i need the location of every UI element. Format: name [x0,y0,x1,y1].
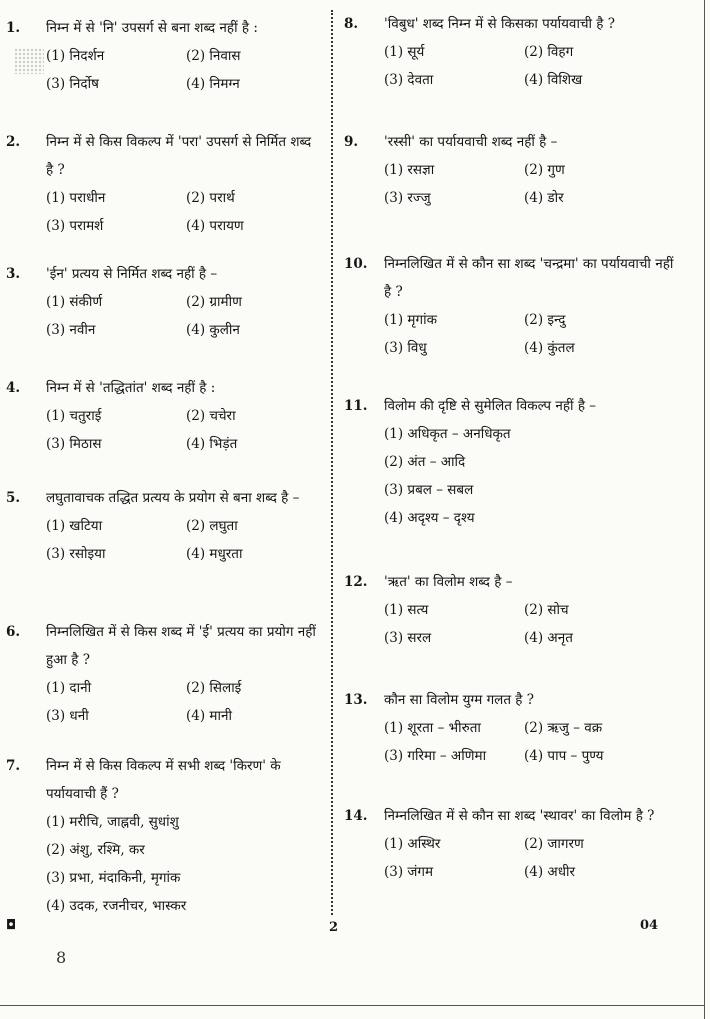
option-2: (2) सोच [524,602,569,618]
question-number: 2. [6,134,21,150]
option-3: (3) रसोइया [46,546,106,562]
option-2: (2) इन्दु [524,312,566,328]
option-3: (3) निर्दोष [46,76,99,92]
option-4: (4) अधीर [524,864,576,880]
option-4: (4) भिड़ंत [186,436,238,452]
option-1: (1) दानी [46,680,92,696]
question-text: कौन सा विलोम युग्म गलत है ? [384,692,535,708]
question-text: निम्नलिखित में से कौन सा शब्द 'चन्द्रमा' का पर्यायवाची नहीं है ? [384,256,674,300]
option-1: (1) पराधीन [46,190,106,206]
question-6 [6,618,321,730]
page-edge-bottom [0,1005,704,1006]
question-number: 3. [6,266,21,282]
option-2: (2) निवास [186,48,241,64]
option-4: (4) कुंतल [524,340,575,356]
option-2: (2) सिलाई [186,680,242,696]
question-9 [344,128,674,212]
option-1: (1) निदर्शन [46,48,105,64]
question-text: निम्नलिखित में से किस शब्द में 'ई' प्रत्यय का प्रयोग नहीं हुआ है ? [46,624,316,668]
option-2: (2) ऋजु – वक्र [524,720,603,736]
question-text: विलोम की दृष्टि से सुमेलित विकल्प नहीं है – [384,398,597,414]
question-13 [344,686,674,770]
question-number: 10. [344,256,368,272]
question-text: निम्नलिखित में से कौन सा शब्द 'स्थावर' का विलोम है ? [384,808,655,824]
question-text: निम्न में से किस विकल्प में 'परा' उपसर्ग से निर्मित शब्द है ? [46,134,312,178]
option-4: (4) उदक, रजनीचर, भास्कर [46,898,187,914]
option-3: (3) जंगम [384,864,434,880]
option-1: (1) चतुराई [46,408,102,424]
question-4 [6,374,321,458]
option-4: (4) पाप – पुण्य [524,748,604,764]
option-2: (2) गुण [524,162,565,178]
option-2: (2) विहग [524,44,574,60]
question-number: 9. [344,134,359,150]
option-3: (3) प्रभा, मंदाकिनी, मृगांक [46,870,181,886]
option-4: (4) कुलीन [186,322,240,338]
question-2 [6,128,321,240]
question-8 [344,10,674,94]
option-4: (4) मधुरता [186,546,243,562]
option-1: (1) सूर्य [384,44,425,60]
option-2: (2) ग्रामीण [186,294,242,310]
option-3: (3) नवीन [46,322,96,338]
question-text: 'विबुध' शब्द निम्न में से किसका पर्यायवाची है ? [384,16,615,32]
question-5 [6,484,321,568]
question-number: 7. [6,758,21,774]
option-3: (3) गरिमा – अणिमा [384,748,487,764]
option-1: (1) रसज्ञा [384,162,435,178]
question-text: निम्न में से 'नि' उपसर्ग से बना शब्द नहीं है : [46,20,258,36]
handwritten-mark: 8 [56,948,67,967]
option-3: (3) प्रबल – सबल [384,482,474,498]
option-4: (4) निमग्न [186,76,240,92]
question-number: 11. [344,398,368,414]
option-3: (3) सरल [384,630,432,646]
question-number: 5. [6,490,21,506]
option-1: (1) सत्य [384,602,429,618]
question-number: 1. [6,20,21,36]
question-10 [344,250,674,362]
option-3: (3) मिठास [46,436,102,452]
option-4: (4) अनृत [524,630,573,646]
question-11 [344,392,674,532]
question-1 [6,14,321,98]
option-2: (2) लघुता [186,518,238,534]
option-4: (4) डोर [524,190,564,206]
option-4: (4) परायण [186,218,244,234]
option-2: (2) जागरण [524,836,584,852]
question-number: 8. [344,16,359,32]
page-edge-right [704,0,705,1019]
question-number: 4. [6,380,21,396]
option-3: (3) धनी [46,708,89,724]
option-2: (2) अंशु, रश्मि, कर [46,842,145,858]
option-1: (1) खटिया [46,518,103,534]
question-14 [344,802,674,886]
column-divider [331,10,333,915]
option-3: (3) परामर्श [46,218,104,234]
booklet-code: 04 [640,918,659,933]
option-1: (1) मरीचि, जाह्नवी, सुधांशु [46,814,179,830]
question-12 [344,568,674,652]
question-text: लघुतावाचक तद्धित प्रत्यय के प्रयोग से बना शब्द है – [46,490,300,506]
option-4: (4) मानी [186,708,232,724]
question-text: निम्न में से 'तद्धितांत' शब्द नहीं है : [46,380,216,396]
option-2: (2) अंत – आदि [384,454,466,470]
question-text: 'रस्सी' का पर्यायवाची शब्द नहीं है – [384,134,558,150]
option-1: (1) संकीर्ण [46,294,103,310]
square-mark-icon: ◘ [6,918,17,933]
option-1: (1) अस्थिर [384,836,441,852]
question-number: 12. [344,574,368,590]
question-3 [6,260,321,344]
page-number: 2 [329,920,339,935]
question-text: 'ऋत' का विलोम शब्द है – [384,574,513,590]
question-text: निम्न में से किस विकल्प में सभी शब्द 'किरण' के पर्यायवाची हैं ? [46,758,281,802]
question-number: 13. [344,692,368,708]
question-7 [6,752,321,920]
option-1: (1) अधिकृत – अनधिकृत [384,426,511,442]
option-2: (2) चचेरा [186,408,236,424]
question-number: 14. [344,808,368,824]
option-1: (1) शूरता – भीरुता [384,720,481,736]
option-1: (1) मृगांक [384,312,437,328]
option-2: (2) परार्थ [186,190,235,206]
question-text: 'ईन' प्रत्यय से निर्मित शब्द नहीं है – [46,266,218,282]
question-number: 6. [6,624,21,640]
option-3: (3) देवता [384,72,434,88]
option-3: (3) रज्जु [384,190,431,206]
option-3: (3) विधु [384,340,427,356]
option-4: (4) अदृश्य – दृश्य [384,510,475,526]
option-4: (4) विशिख [524,72,583,88]
